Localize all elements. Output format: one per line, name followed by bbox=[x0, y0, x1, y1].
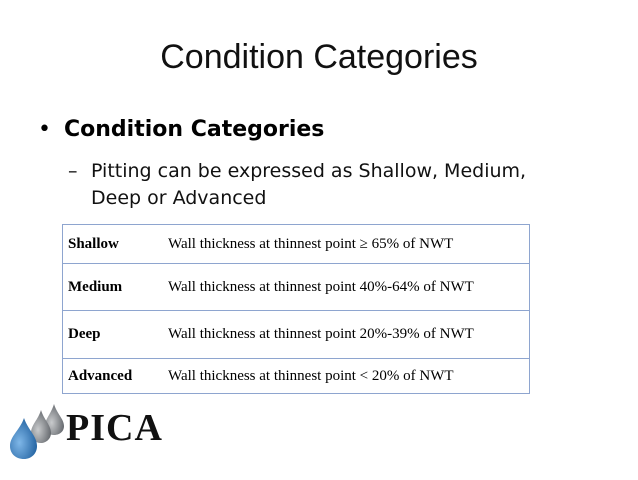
category-cell: Advanced bbox=[63, 359, 164, 394]
description-cell: Wall thickness at thinnest point ≥ 65% of NWT bbox=[163, 225, 530, 264]
category-cell: Shallow bbox=[63, 225, 164, 264]
table-row bbox=[63, 311, 530, 359]
description-cell: Wall thickness at thinnest point 40%-64% of NWT bbox=[163, 264, 530, 311]
table-row bbox=[63, 264, 530, 311]
slide-title: Condition Categories bbox=[160, 38, 478, 76]
bullet-marker: • bbox=[38, 117, 51, 142]
table-row bbox=[63, 225, 530, 264]
category-cell: Deep bbox=[63, 311, 164, 359]
category-cell: Medium bbox=[63, 264, 164, 311]
water-drops-icon bbox=[4, 402, 66, 462]
description-cell: Wall thickness at thinnest point < 20% of NWT bbox=[163, 359, 530, 394]
condition-table bbox=[62, 224, 530, 394]
sub-bullet-marker: – bbox=[68, 160, 78, 182]
sub-bullet-text: Pitting can be expressed as Shallow, Medium, Deep or Advanced bbox=[91, 160, 527, 209]
logo-text: PICA bbox=[66, 407, 163, 449]
table-row bbox=[63, 359, 530, 394]
bullet-text: Condition Categories bbox=[64, 117, 325, 142]
description-cell: Wall thickness at thinnest point 20%-39% of NWT bbox=[163, 311, 530, 359]
pica-logo bbox=[4, 402, 174, 462]
